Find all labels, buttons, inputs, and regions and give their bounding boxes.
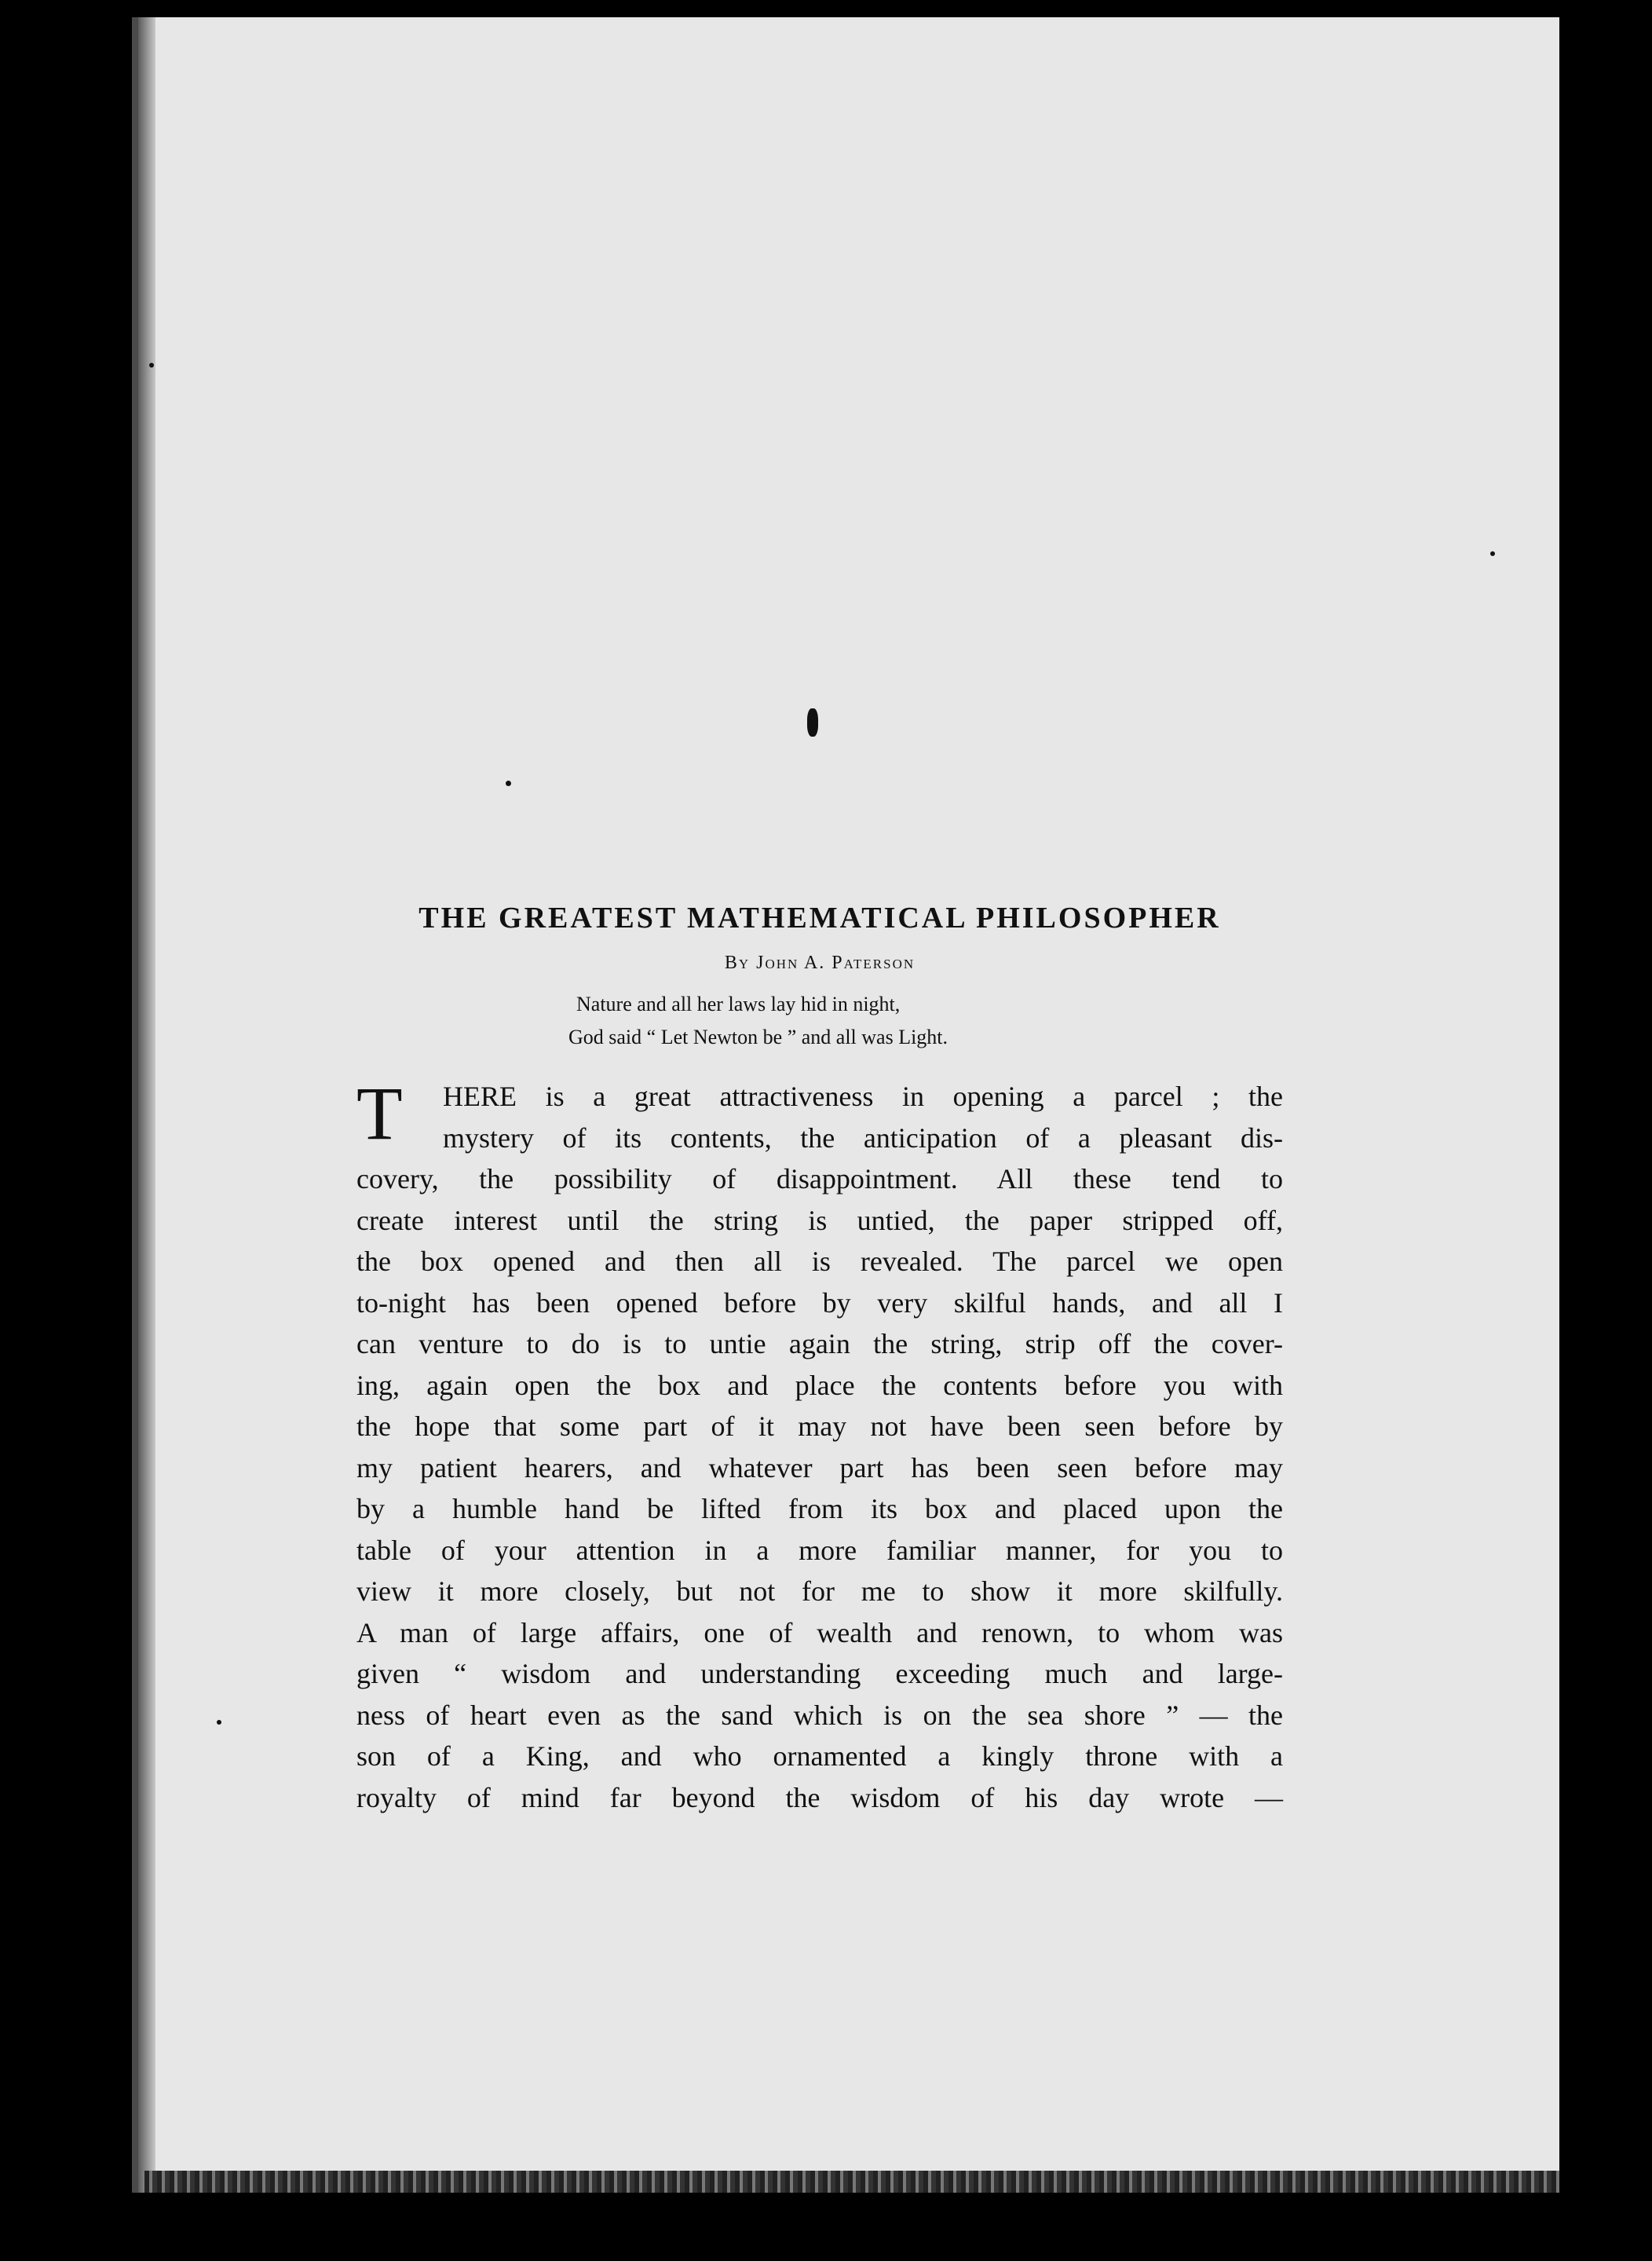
- body-line: the hope that some part of it may not have been seen before by: [356, 1410, 1283, 1442]
- article-body: [356, 1071, 1283, 1818]
- body-line: covery, the possibility of disappointment. All these tend to: [356, 1163, 1283, 1195]
- article-byline: By John A. Paterson: [724, 953, 916, 973]
- body-line: my patient hearers, and whatever part has been seen before may: [356, 1451, 1283, 1484]
- body-line: HERE is a great attractiveness in opening a parcel ; the: [443, 1081, 1283, 1112]
- page-binding-shadow: [138, 17, 155, 2193]
- body-line: ing, again open the box and place the contents before you with: [356, 1369, 1283, 1401]
- page-bottom-edge: [144, 2171, 1559, 2193]
- epigraph-line: God said “ Let Newton be ” and all was Light.: [568, 1026, 948, 1048]
- ink-speck: [149, 363, 154, 368]
- body-line: royalty of mind far beyond the wisdom of his day wrote —: [356, 1781, 1283, 1813]
- ink-speck: [807, 708, 818, 737]
- ink-speck: [506, 781, 511, 786]
- body-line: the box opened and then all is revealed. The parcel we open: [356, 1246, 1283, 1277]
- article-title: THE GREATEST MATHEMATICAL PHILOSOPHER: [418, 902, 1221, 935]
- drop-cap: T: [356, 1071, 403, 1155]
- article: [356, 901, 1283, 1818]
- body-line: can venture to do is to untie again the string, strip off the cover-: [356, 1328, 1283, 1359]
- body-line: view it more closely, but not for me to show it more skilfully.: [356, 1575, 1283, 1607]
- body-line: A man of large affairs, one of wealth and renown, to whom was: [356, 1616, 1283, 1648]
- ink-speck: [217, 1720, 221, 1725]
- ink-speck: [1490, 551, 1495, 556]
- body-text: [356, 1071, 1283, 1818]
- epigraph-line: Nature and all her laws lay hid in night,: [576, 993, 901, 1015]
- body-line: son of a King, and who ornamented a kingly throne with a: [356, 1740, 1283, 1772]
- body-line: mystery of its contents, the anticipation of a pleasant dis-: [443, 1121, 1283, 1154]
- body-line: ness of heart even as the sand which is on the sea shore ” — the: [356, 1699, 1283, 1731]
- body-line: create interest until the string is untied, the paper stripped off,: [356, 1204, 1283, 1236]
- body-line: table of your attention in a more familiar manner, for you to: [356, 1534, 1283, 1566]
- document-page: [132, 17, 1559, 2193]
- epigraph: [356, 988, 1283, 1054]
- body-line: given “ wisdom and understanding exceeding much and large-: [356, 1658, 1283, 1689]
- body-line: by a humble hand be lifted from its box and placed upon the: [356, 1493, 1283, 1524]
- body-line: to-night has been opened before by very skilful hands, and all I: [356, 1286, 1283, 1319]
